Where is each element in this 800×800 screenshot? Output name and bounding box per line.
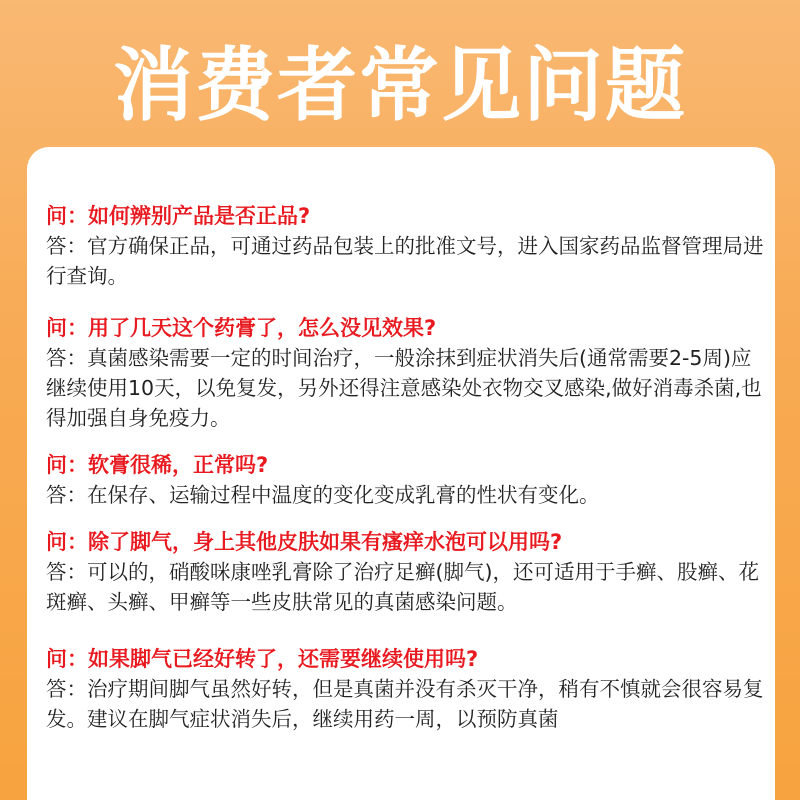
faq-answer: 答：可以的，硝酸咪康唑乳膏除了治疗足癣(脚气)，还可适用于手癣、股癣、花斑癣、头癣、甲癣等一些皮肤常见的真菌感染问题。 xyxy=(46,560,759,614)
faq-question: 问：软膏很稀，正常吗? xyxy=(46,453,269,477)
faq-question: 问：除了脚气，身上其他皮肤如果有瘙痒水泡可以用吗? xyxy=(46,530,563,554)
faq-question: 问：如何辨别产品是否正品? xyxy=(46,204,311,228)
page-title: 消费者常见问题 xyxy=(113,39,687,132)
faq-item xyxy=(46,450,766,510)
faq-item xyxy=(46,313,766,433)
faq-answer: 答：治疗期间脚气虽然好转，但是真菌并没有杀灭干净，稍有不慎就会很容易复发。建议在脚气症状消失后，继续用药一周，以预防真菌 xyxy=(46,677,764,731)
faq-item xyxy=(46,644,766,734)
faq-answer: 答：在保存、运输过程中温度的变化变成乳膏的性状有变化。 xyxy=(46,483,600,507)
faq-question: 问：用了几天这个药膏了，怎么没见效果? xyxy=(46,316,437,340)
faq-item xyxy=(46,201,766,291)
faq-answer: 答：官方确保正品，可通过药品包装上的批准文号，进入国家药品监督管理局进行查询。 xyxy=(46,234,764,288)
faq-question: 问：如果脚气已经好转了，还需要继续使用吗? xyxy=(46,647,479,671)
faq-item xyxy=(46,527,766,617)
faq-answer: 答：真菌感染需要一定的时间治疗，一般涂抹到症状消失后(通常需要2-5周)应继续使用10天，以免复发，另外还得注意感染处衣物交叉感染,做好消毒杀菌,也得加强自身免疫力。 xyxy=(46,346,762,430)
